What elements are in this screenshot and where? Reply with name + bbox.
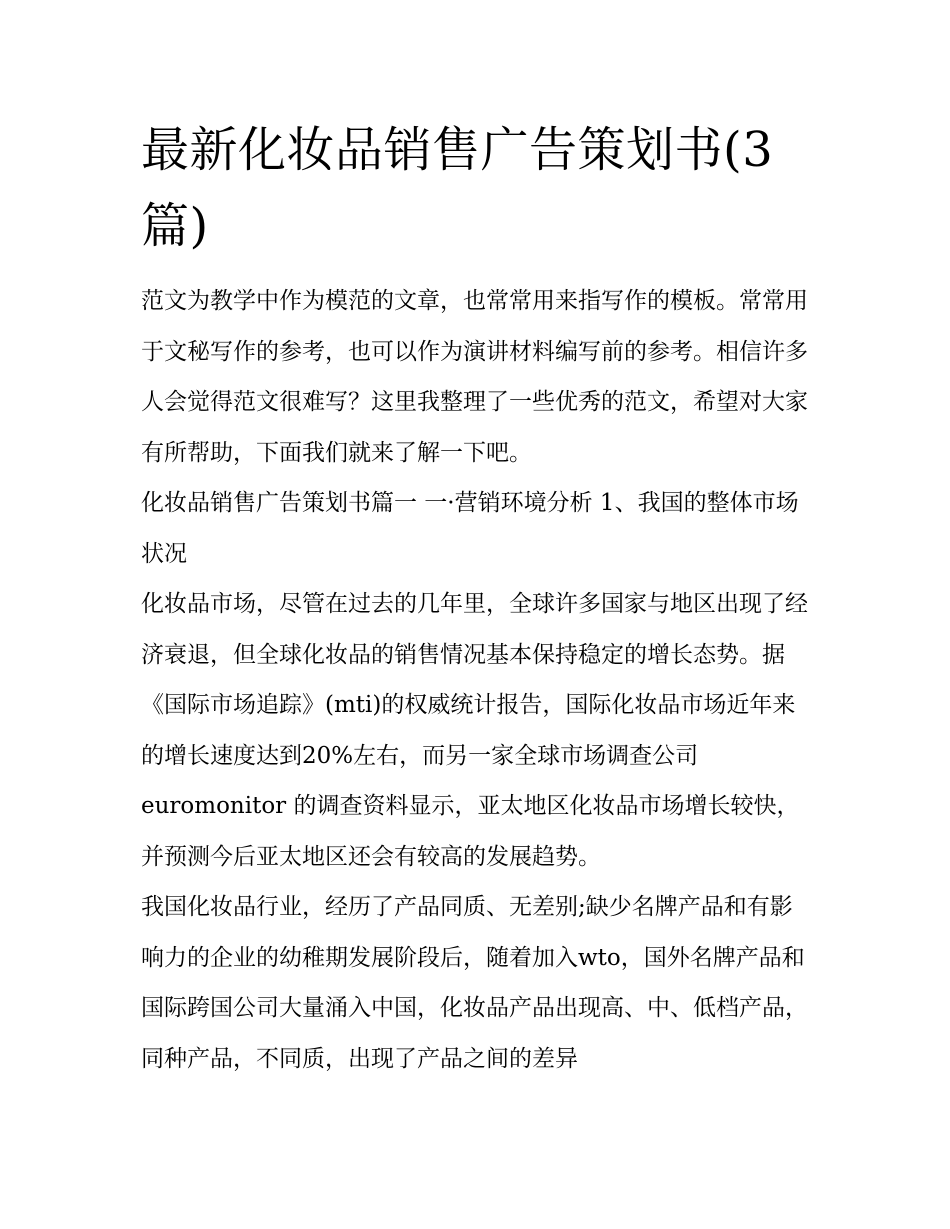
paragraph-industry-history: 我国化妆品行业，经历了产品同质、无差别;缺少名牌产品和有影响力的企业的幼稚期发展阶段后，随着加入wto，国外名牌产品和国际跨国公司大量涌入中国，化妆品产品出现高、中、低档产品，同种产品，不同质，出现了产品之间的差异 [141,894,808,1072]
paragraph-section-heading: 化妆品销售广告策划书篇一 一·营销环境分析 1、我国的整体市场状况 [141,490,799,567]
document-body [141,112,813,1084]
document-title: 最新化妆品销售广告策划书(3篇) [141,122,774,254]
paragraph-intro: 范文为教学中作为模范的文章，也常常用来指写作的模板。常常用于文秘写作的参考，也可以作为演讲材料编写前的参考。相信许多人会觉得范文很难写？这里我整理了一些优秀的范文，希望对大家有所帮助，下面我们就来了解一下吧。 [141,288,808,466]
paragraph-market-overview: 化妆品市场，尽管在过去的几年里，全球许多国家与地区出现了经济衰退，但全球化妆品的销售情况基本保持稳定的增长态势。据《国际市场追踪》(mti)的权威统计报告，国际化妆品市场近年来的增长速度达到20%左右，而另一家全球市场调查公司 euromonitor 的调查资料显示，亚太地区化妆品市场增长较快，并预测今后亚太地区还会有较高的发展趋势。 [141,591,808,870]
